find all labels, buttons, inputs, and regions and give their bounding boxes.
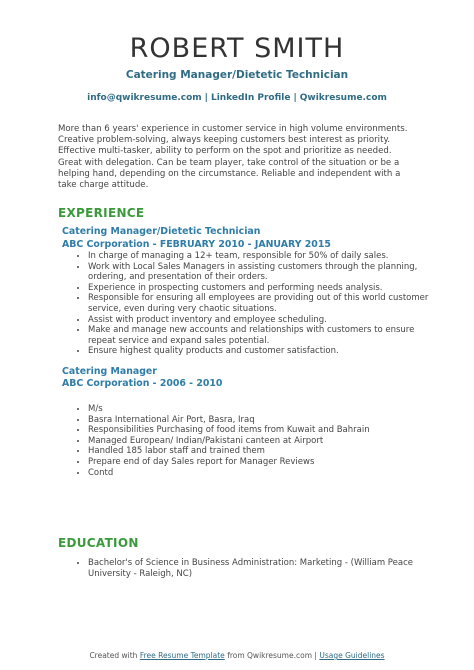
list-item: • Prepare end of day Sales report for Manager Reviews (88, 457, 433, 468)
footer-from: from Qwikresume.com (227, 651, 313, 660)
linkedin-link[interactable]: LinkedIn Profile (210, 93, 291, 103)
candidate-name: ROBERT SMITH (129, 33, 345, 64)
list-item: • Handled 185 labor staff and trained them (88, 446, 433, 457)
usage-guidelines-link[interactable]: Usage Guidelines (319, 651, 385, 660)
website-link[interactable]: Qwikresume.com (299, 93, 387, 103)
list-item: • Basra International Air Port, Basra, Iraq (88, 415, 433, 426)
experience-heading: EXPERIENCE (58, 206, 145, 220)
list-item: • Ensure highest quality products and customer satisfaction. (88, 346, 433, 357)
list-item: • Assist with product inventory and employee scheduling. (88, 315, 433, 326)
list-item: • Responsible for ensuring all employees are providing out of this world customer service, even during very chaotic situations. (88, 293, 433, 314)
job-bullet-list (62, 251, 433, 357)
footer (0, 651, 474, 661)
job-title: Catering Manager (62, 366, 157, 377)
list-item: • Experience in prospecting customers and performing needs analysis. (88, 283, 433, 294)
list-item: • M/s (88, 404, 433, 415)
education-heading: EDUCATION (58, 536, 139, 550)
email-link[interactable]: info@qwikresume.com (87, 93, 202, 103)
list-item: • Bachelor's of Science in Business Administration: Marketing - (William Peace University - Raleigh, NC) (88, 558, 433, 579)
footer-separator: | (314, 651, 317, 660)
list-item: • Make and manage new accounts and relationships with customers to ensure repeat service and expand sales potential. (88, 325, 433, 346)
summary-paragraph: More than 6 years' experience in customer service in high volume environments. Creative problem-solving, always keeping customers best interest as priority. Effective multi-tasker, ability to perform on the spot and prioritize as needed. Great with delegation. Can be team player, take control of the situation or be a helping hand, depending on the circumstance. Reliable and independent with a take charge attitude. (58, 124, 408, 191)
list-item: • Contd (88, 468, 433, 479)
list-item: • Responsibilities Purchasing of food items from Kuwait and Bahrain (88, 425, 433, 436)
job-title: Catering Manager/Dietetic Technician (62, 226, 261, 237)
contact-separator: | (204, 93, 208, 103)
template-link[interactable]: Free Resume Template (139, 651, 225, 660)
list-item: • In charge of managing a 12+ team, responsible for 50% of daily sales. (88, 251, 433, 262)
education-bullet-list (62, 558, 433, 579)
contact-separator: | (293, 93, 297, 103)
job-company-dates: ABC Corporation - FEBRUARY 2010 - JANUARY 2015 (62, 239, 331, 250)
list-item: • Managed European/ Indian/Pakistani canteen at Airport (88, 436, 433, 447)
job-company-dates: ABC Corporation - 2006 - 2010 (62, 378, 223, 389)
job-bullet-list (62, 404, 433, 478)
footer-prefix: Created with (89, 651, 138, 660)
list-item: • Work with Local Sales Managers in assisting customers through the planning, ordering, and presentation of their orders. (88, 262, 433, 283)
contact-line (0, 92, 474, 104)
candidate-title: Catering Manager/Dietetic Technician (125, 69, 349, 81)
